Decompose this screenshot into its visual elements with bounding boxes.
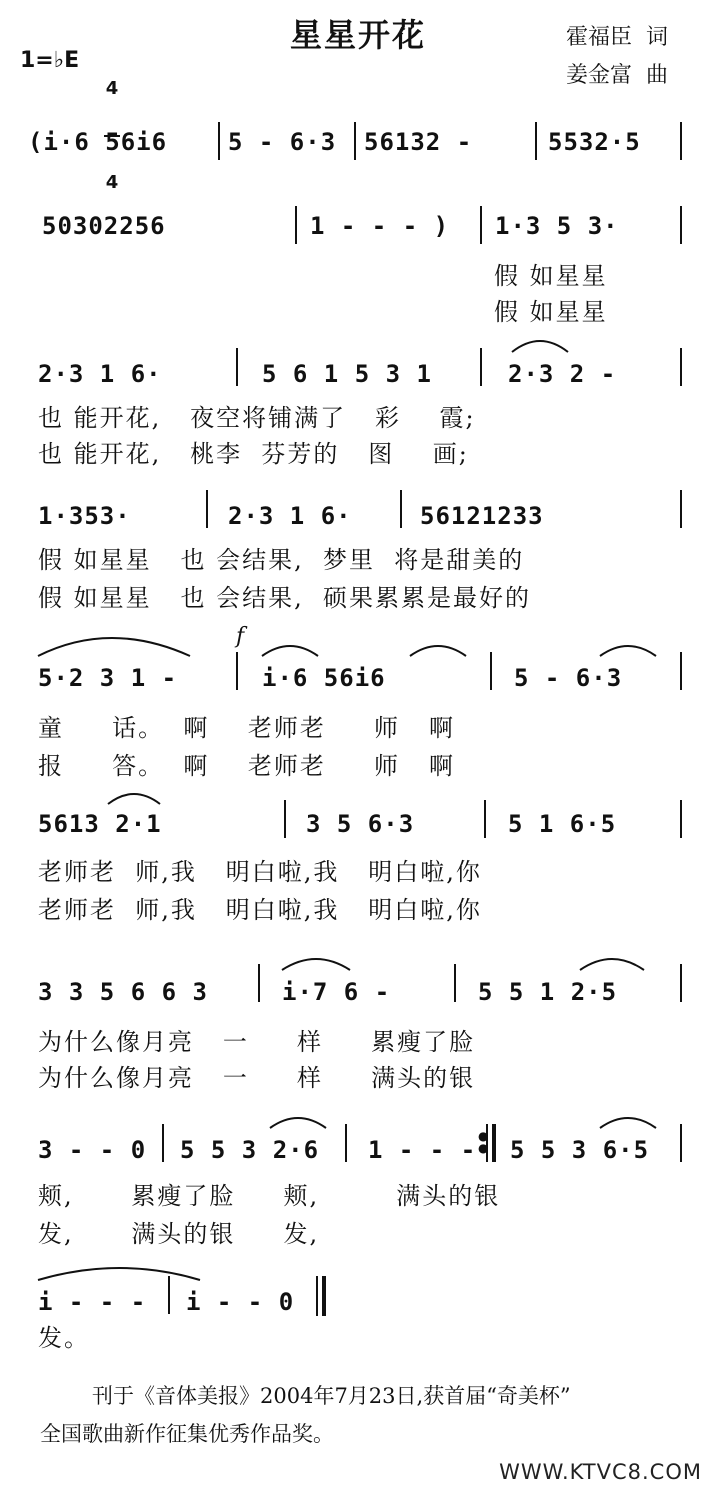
barline: [218, 122, 220, 160]
barline: [284, 800, 286, 838]
key-signature: 1=♭E: [20, 48, 80, 73]
row-7-measure-4: 5 5 3 6·5: [510, 1136, 650, 1164]
barline: [680, 122, 682, 160]
time-signature-bottom: 4: [105, 172, 119, 193]
barline: [454, 964, 456, 1002]
row-4-lyric-verse-2: 报 答。 啊 老师老 师 啊: [38, 752, 455, 780]
slur: [270, 1118, 326, 1128]
row-5-measure-3: 5 1 6·5: [508, 810, 617, 838]
row-1-measure-2: 1 - - - ): [310, 212, 450, 240]
row-5-measure-2: 3 5 6·3: [306, 810, 415, 838]
row-6-measure-2: i·7 6 -: [282, 978, 391, 1006]
barline: [680, 1124, 682, 1162]
row-4-lyric-verse-1: 童 话。 啊 老师老 师 啊: [38, 714, 455, 742]
slur: [38, 1268, 200, 1280]
barline: [480, 206, 482, 244]
barline: [680, 652, 682, 690]
composer-credit: 姜金富 曲: [566, 63, 668, 88]
row-8-lyric-verse-1: 发。: [38, 1324, 90, 1352]
row-0-measure-4: 5532·5: [548, 128, 641, 156]
barline: [680, 206, 682, 244]
row-2-measure-3: 2·3 2 -: [508, 360, 617, 388]
row-5-measure-1: 5613 2·1: [38, 810, 162, 838]
song-title: 星星开花: [290, 16, 427, 54]
barline: [295, 206, 297, 244]
row-5-lyric-verse-2: 老师老 师,我 明白啦,我 明白啦,你: [38, 896, 482, 924]
row-7-lyric-verse-2: 发, 满头的银 发,: [38, 1220, 320, 1248]
barline: [206, 490, 208, 528]
row-0-measure-2: 5 - 6·3: [228, 128, 337, 156]
row-6-measure-1: 3 3 5 6 6 3: [38, 978, 208, 1006]
row-3-measure-2: 2·3 1 6·: [228, 502, 352, 530]
publication-note-line-2: 全国歌曲新作征集优秀作品奖。: [40, 1422, 334, 1446]
watermark: WWW.KTVC8.COM: [499, 1460, 702, 1484]
barline: [535, 122, 537, 160]
lyricist-credit: 霍福臣 词: [566, 25, 668, 50]
time-signature: [104, 44, 120, 210]
slur: [600, 646, 656, 656]
row-7-lyric-verse-1: 颊, 累瘦了脸 颊, 满头的银: [38, 1182, 501, 1210]
barline: [354, 122, 356, 160]
final-barline-thick: [322, 1276, 326, 1316]
barline: [168, 1276, 170, 1314]
dynamic-marking: f: [236, 624, 245, 649]
row-8-measure-1: i - - -: [38, 1288, 147, 1316]
row-4-measure-2: i·6 56i6: [262, 664, 386, 692]
barline: [680, 964, 682, 1002]
row-0-measure-3: 56132 -: [364, 128, 473, 156]
barline: [236, 348, 238, 386]
row-1-lyric-verse-1: 假 如星星: [494, 262, 608, 290]
barline: [490, 652, 492, 690]
row-3-lyric-verse-2: 假 如星星 也 会结果, 硕果累累是最好的: [38, 584, 532, 612]
barline: [680, 800, 682, 838]
row-7-measure-2: 5 5 3 2·6: [180, 1136, 320, 1164]
row-1-measure-1: 50302256: [42, 212, 166, 240]
row-5-lyric-verse-1: 老师老 师,我 明白啦,我 明白啦,你: [38, 858, 482, 886]
row-6-measure-3: 5 5 1 2·5: [478, 978, 618, 1006]
barline: [480, 348, 482, 386]
barline: [236, 652, 238, 690]
barline: [680, 348, 682, 386]
row-4-measure-3: 5 - 6·3: [514, 664, 623, 692]
row-2-lyric-verse-1: 也 能开花, 夜空将铺满了 彩 霞;: [38, 404, 476, 432]
barline: [680, 490, 682, 528]
slur: [512, 341, 568, 352]
row-6-lyric-verse-1: 为什么像月亮 一 样 累瘦了脸: [38, 1028, 476, 1056]
barline: [484, 800, 486, 838]
barline: [162, 1124, 164, 1162]
slur: [262, 646, 318, 656]
slur: [410, 646, 466, 656]
row-1-lyric-verse-2: 假 如星星: [494, 298, 608, 326]
row-3-measure-1: 1·353·: [38, 502, 131, 530]
row-8-measure-2: i - - 0: [186, 1288, 295, 1316]
row-1-measure-3: 1·3 5 3·: [495, 212, 619, 240]
slur: [580, 959, 644, 970]
slur: [282, 959, 350, 970]
time-signature-top: 4: [105, 78, 119, 99]
row-7-measure-1: 3 - - 0: [38, 1136, 147, 1164]
row-2-measure-2: 5 6 1 5 3 1: [262, 360, 432, 388]
repeat-barline-thick: [492, 1124, 496, 1162]
slur: [38, 638, 190, 656]
row-2-lyric-verse-2: 也 能开花, 桃李 芬芳的 图 画;: [38, 440, 469, 468]
row-3-lyric-verse-1: 假 如星星 也 会结果, 梦里 将是甜美的: [38, 546, 525, 574]
barline: [258, 964, 260, 1002]
row-2-measure-1: 2·3 1 6·: [38, 360, 162, 388]
publication-note-line-1: 刊于《音体美报》2004年7月23日,获首届“奇美杯”: [92, 1384, 571, 1408]
barline: [400, 490, 402, 528]
slur: [600, 1118, 656, 1128]
barline: [345, 1124, 347, 1162]
row-6-lyric-verse-2: 为什么像月亮 一 样 满头的银: [38, 1064, 476, 1092]
repeat-dots: ● ●: [478, 1129, 489, 1155]
slur: [108, 794, 160, 804]
row-7-measure-3: 1 - - -: [368, 1136, 477, 1164]
row-3-measure-3: 56121233: [420, 502, 544, 530]
row-0-measure-1: (i·6 56i6: [28, 128, 168, 156]
final-barline: [316, 1276, 318, 1316]
row-4-measure-1: 5·2 3 1 -: [38, 664, 178, 692]
